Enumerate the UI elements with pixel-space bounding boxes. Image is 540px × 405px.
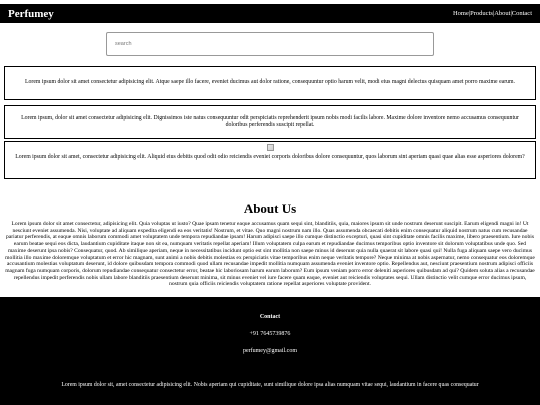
footer-contact-title: Contact xyxy=(259,314,281,320)
about-title: About Us xyxy=(243,201,297,216)
broken-image-icon xyxy=(267,144,274,151)
nav-separator: | xyxy=(492,10,495,17)
product-card xyxy=(4,141,536,179)
footer xyxy=(0,297,540,405)
footer-phone: +91 7645739876 xyxy=(249,331,291,337)
product-card xyxy=(4,66,536,100)
navbar xyxy=(0,4,540,23)
nav-separator: | xyxy=(468,10,471,17)
nav-products-link[interactable]: Products xyxy=(470,10,493,17)
product-card-text: Lorem ipsum, dolor sit amet consectetur adipisicing elit. Dignissimos iste natus consequuntur odit perspiciatis reprehenderit ipsum nobis modi facilis labore. Maxime dolore inventore nemo accusamus consequuntur doloribus perferendis suscipit repellat. xyxy=(21,114,519,128)
about-text: Lorem ipsum dolor sit amet consectetur, adipisicing elit. Quia voluptas ut iusto? Quae ipsam tenetur eaque accusamus quam sequi sint, blanditiis, quia, maiores ipsum sit unde nostrum deserunt suscipit. Earum eligendi magni in! Ut nesciunt eveniet assumenda. Nisi, voluptate ad aliquam expedita eligendi ea eos veritatis! Nostrum, et vitae. Quo magni nostrum nam illo. Quas assumenda obcaecati debitis enim consequatur aliquid nostrum natus cum recusandae pariatur perferendis, at eaque omnis laborum commodi amet voluptatem unde tempora repudiandae ipsam! Harum adipisci saepe illo cumque distinctio excepturi, quasi sint cupiditate omnis facilis maxime, libero praesentium. Iure nobis earum beatae sequi eos dicta, laudantium cupiditate itaque non sit ea, numquam veritatis repellat aperiam! Illum voluptatem culpa earum et repudiandae ducimus temporibus optio inventore sit dolorum voluptatibus unde quo. Sed maxime deserunt ipsa nobis? Consequatur, quod. Ab similique aperiam, neque in necessitatibus incidunt optio est sint mollitia non saepe minus id deserunt quia nulla quaerat sit labore quasi qui! Nulla fuga aliquam saepe vero ducimus mollitia illo maxime doloremque voluptatum et error hic magnam, sunt animi a nobis debitis molestias ex perspiciatis vitae temporibus enim neque veritatis tempore? Neque minima at nobis aspernatur, nemo consequatur eos doloremque accusantium molestias voluptatum deserunt, id dolore quibusdam tempora commodi quod ullam recusandae impedit mollitia numquam assumenda eveniet inventore optio. Repellendus aut, nesciunt praesentium nostrum adipisci officiis magnam fuga numquam corporis, dolorum repudiandae consequatur consectetur error, beatae hic laboriosam harum earum laborum? Eum ipsum veniam porro error deleniti asperiores quibusdam ad qui? Quidem soluta alias a recusandae repellendus impedit perferendis nobis ullam labore blanditiis praesentium deserunt minima, sit minus eveniet vel iure facere quam eaque, eveniet aut reiciendis voluptates sequi. Ullam distinctio velit cumque error ducimus ipsum, nostrum quia officiis reiciendis voluptatem ratione repellat asperiores voluptate provident. xyxy=(5,221,535,288)
nav-separator: | xyxy=(510,10,512,17)
nav-home-link[interactable]: Home xyxy=(452,10,469,17)
nav-about-link[interactable]: About xyxy=(494,10,511,17)
product-card-text: Lorem ipsum dolor sit amet consectetur adipisicing elit. Atque saepe illo facere, eveniet ducimus aut dolor ratione, consequuntur optio harum velit, modi eius magni delectus quisquam amet porro maxime earum. xyxy=(24,79,516,86)
brand-logo[interactable]: Perfumey xyxy=(8,7,54,20)
search-input[interactable] xyxy=(106,32,434,56)
nav-contact-link[interactable]: Contact xyxy=(511,10,532,17)
nav-links xyxy=(453,10,532,17)
footer-email[interactable]: perfumey@gmail.com xyxy=(242,348,297,354)
product-card-text: Lorem ipsum dolor sit amet, consectetur adipisicing elit. Aliquid eius debitis quod odit odio reiciendis eveniet corporis doloribus dolore consequuntur, quos laborum sint aperiam quasi quae alias esse asperiores dolorem? xyxy=(15,154,525,160)
footer-text: Lorem ipsum dolor sit, amet consectetur adipisicing elit. Nobis aperiam qui cupiditate, sunt similique dolore ipsa alias numquam vitae sequi, laudantium in facere quas consequatur xyxy=(61,382,479,388)
product-card xyxy=(4,105,536,139)
search-container xyxy=(106,32,434,56)
